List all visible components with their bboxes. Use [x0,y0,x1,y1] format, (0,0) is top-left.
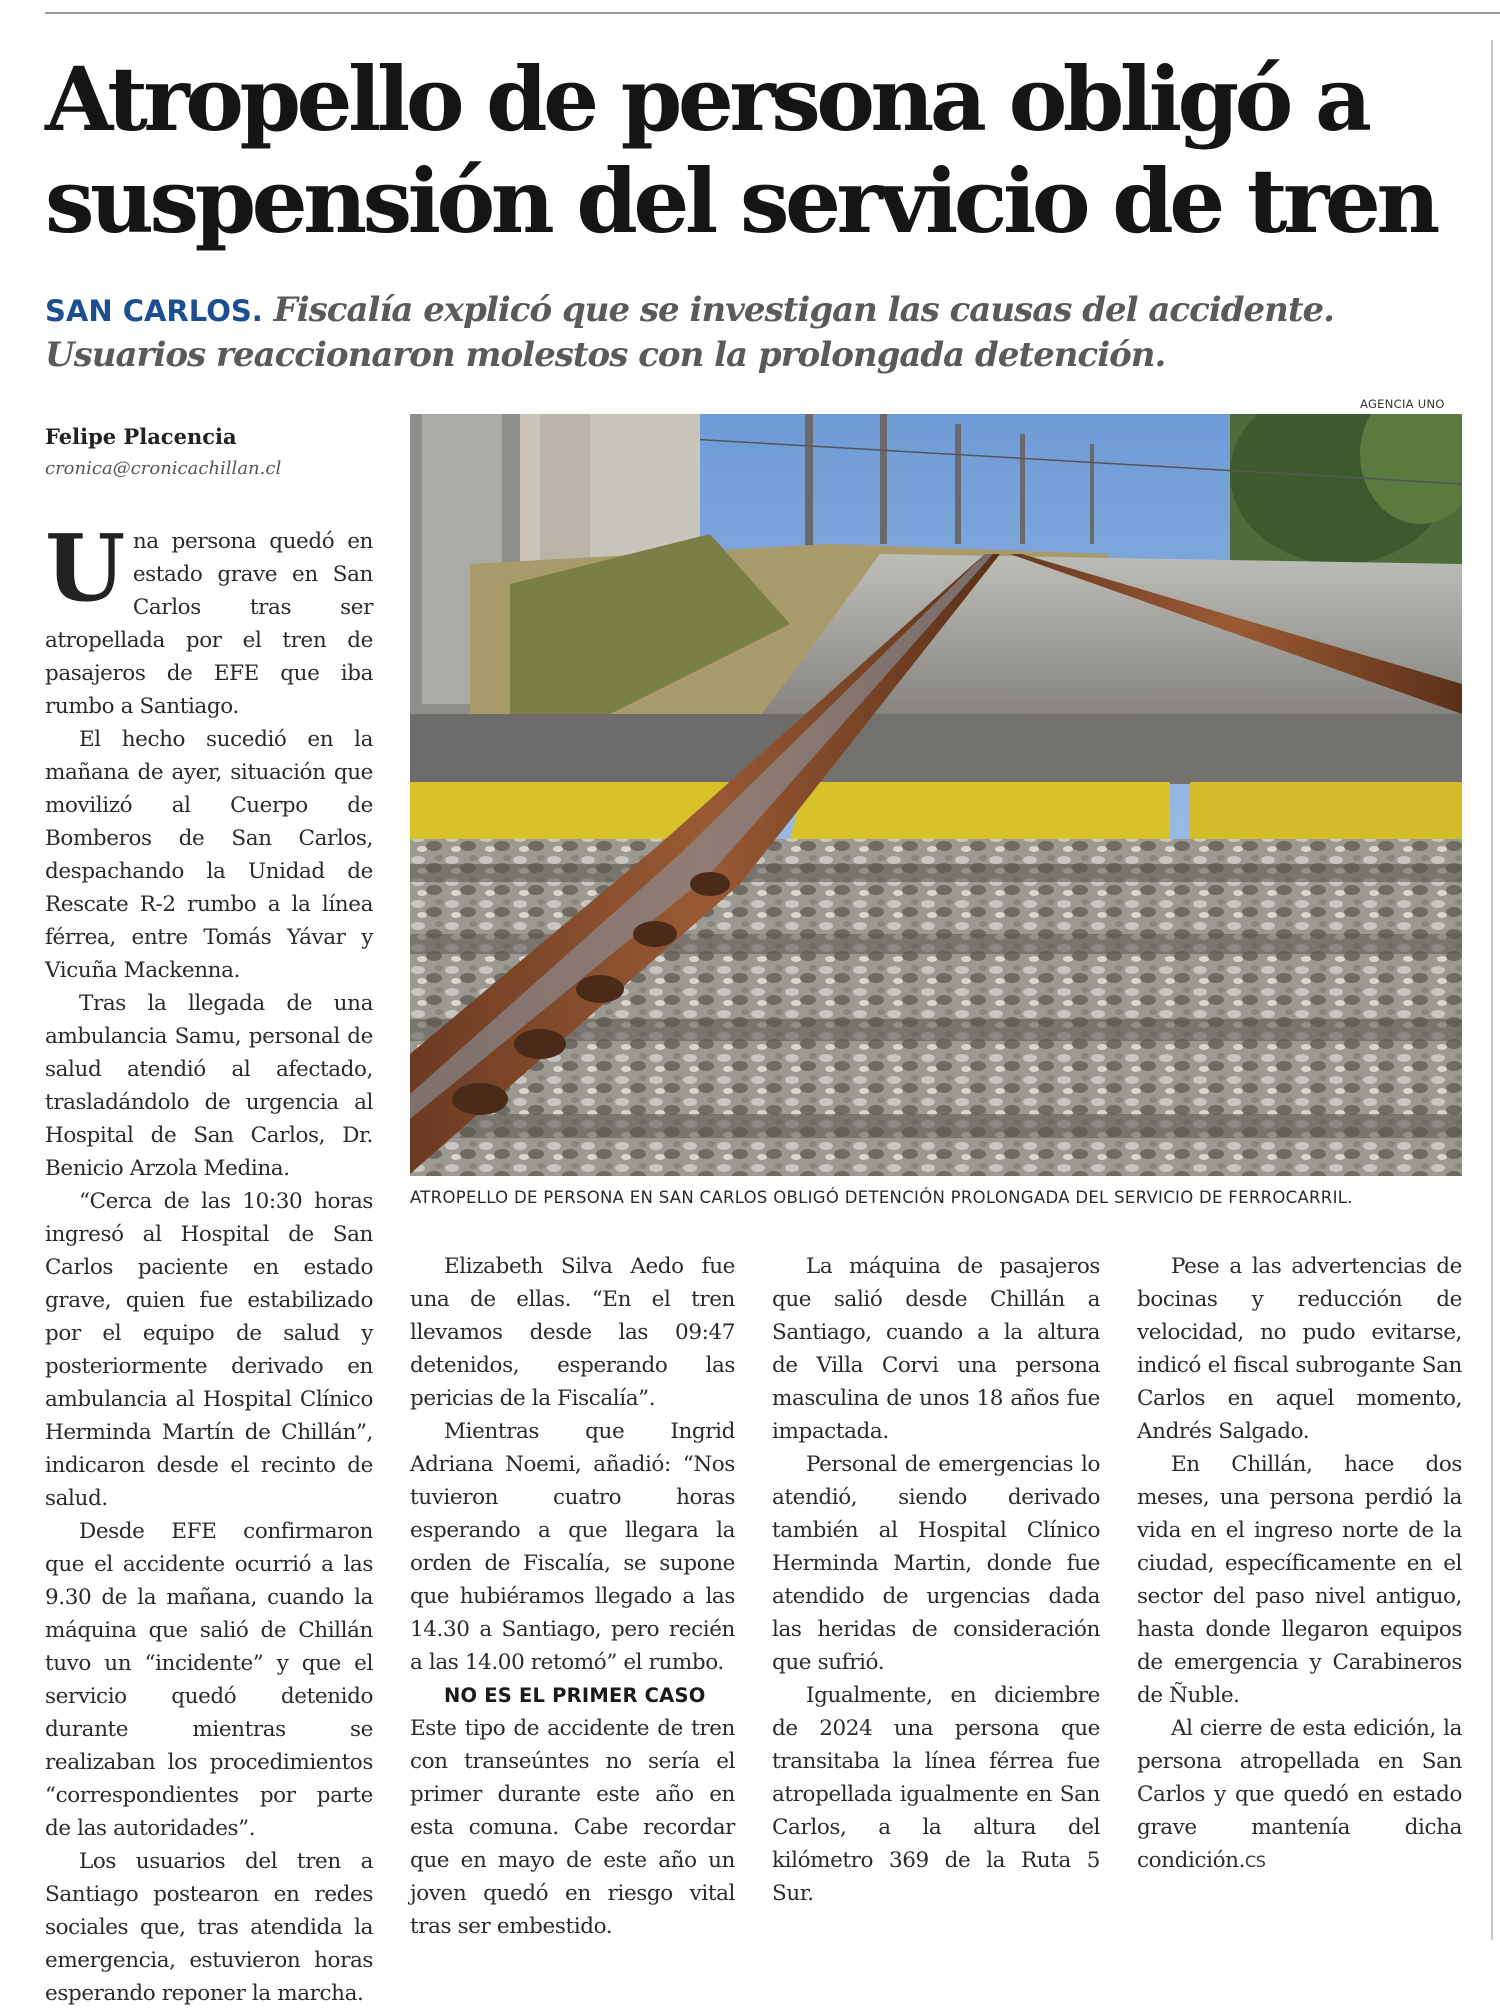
paragraph-2: El hecho sucedió en la mañana de ayer, situación que movilizó al Cuerpo de Bomberos de San Carlos, despachando la Unidad de Rescate R-2 rumbo a la línea férrea, entre Tomás Yávar y Vicuña Mackenna. [45,727,373,983]
paragraph-13: Pese a las advertencias de bocinas y reducción de velocidad, no pudo evitarse, indicó el fiscal subrogante San Carlos en aquel momento, Andrés Salgado. [1137,1254,1462,1444]
deck [45,288,1465,377]
paragraph-12: Igualmente, en diciembre de 2024 una persona que transitaba la línea férrea fue atropellada igualmente en San Carlos, a la altura del kilómetro 369 de la Ruta 5 Sur. [772,1683,1100,1906]
deck-location: SAN CARLOS. [45,294,263,328]
article-column-4 [1137,1250,1462,1878]
paragraph-4: “Cerca de las 10:30 horas ingresó al Hospital de San Carlos paciente en estado grave, quien fue estabilizado por el equipo de salud y posteriormente derivado en ambulancia al Hospital Clínico Herminda Martín de Chillán”, indicaron desde el recinto de salud. [45,1189,373,1511]
deck-text: Fiscalía explicó que se investigan las causas del accidente. Usuarios reaccionaron molestos con la prolongada detención. [45,290,1335,375]
paragraph-6: Los usuarios del tren a Santiago postearon en redes sociales que, tras atendida la emergencia, estuvieron horas esperando reponer la marcha. [45,1849,373,2006]
paragraph-8: Mientras que Ingrid Adriana Noemi, añadió: “Nos tuvieron cuatro horas esperando a que llegara la orden de Fiscalía, se supone que hubiéramos llegado a las 14.30 a Santiago, pero recién a las 14.00 retomó” el rumbo. [410,1419,735,1675]
paragraph-9: Este tipo de accidente de tren con transeúntes no sería el primer durante este año en esta comuna. Cabe recordar que en mayo de este año un joven quedó en riesgo vital tras ser embestido. [410,1716,735,1939]
article-column-3 [772,1250,1100,1910]
paragraph-14: En Chillán, hace dos meses, una persona perdió la vida en el ingreso norte de la ciudad, específicamente en el sector del paso nivel antiguo, hasta donde llegaron equipos de emergencia y Carabineros de Ñuble. [1137,1452,1462,1708]
headline-line-2: suspensión del servicio de tren [45,149,1436,253]
top-rule [45,12,1500,14]
paragraph-7: Elizabeth Silva Aedo fue una de ellas. “En el tren llevamos desde las 09:47 detenidos, esperando las pericias de la Fiscalía”. [410,1254,735,1411]
photo-caption: ATROPELLO DE PERSONA EN SAN CARLOS OBLIGÓ DETENCIÓN PROLONGADA DEL SERVICIO DE FERROCARRIL. [410,1188,1353,1207]
paragraph-3: Tras la llegada de una ambulancia Samu, personal de salud atendió al afectado, trasladándolo de urgencia al Hospital de San Carlos, Dr. Benicio Arzola Medina. [45,991,373,1181]
end-mark: CS [1245,1852,1266,1871]
paragraph-10: La máquina de pasajeros que salió desde Chillán a Santiago, cuando a la altura de Villa Corvi una persona masculina de unos 18 años fue impactada. [772,1254,1100,1444]
byline-email: cronica@cronicachillan.cl [45,458,282,479]
page-edge-rule [1491,40,1493,1940]
paragraph-5: Desde EFE confirmaron que el accidente ocurrió a las 9.30 de la mañana, cuando la máquina que salió de Chillán tuvo un “incidente” y que el servicio quedó detenido durante mientras se realizaban los procedimientos “correspondientes por parte de las autoridades”. [45,1519,373,1841]
byline-author: Felipe Placencia [45,424,237,449]
article-column-2 [410,1250,735,1943]
photo-credit: AGENCIA UNO [1360,397,1445,411]
paragraph-15: Al cierre de esta edición, la persona atropellada en San Carlos y que quedó en estado grave mantenía dicha condición.CS [1137,1716,1462,1873]
article-column-1 [45,514,373,2010]
railway-track-photo [410,414,1462,1176]
drop-cap: U [45,514,125,622]
headline-line-1: Atropello de persona obligó a [45,47,1368,151]
section-subhead: NO ES EL PRIMER CASO [444,1684,706,1707]
headline [45,48,1465,252]
paragraph-11: Personal de emergencias lo atendió, siendo derivado también al Hospital Clínico Herminda Martin, donde fue atendido de urgencias dada las heridas de consideración que sufrió. [772,1452,1100,1675]
paragraph-1: Una persona quedó en estado grave en San Carlos tras ser atropellada por el tren de pasajeros de EFE que iba rumbo a Santiago. [45,514,373,719]
